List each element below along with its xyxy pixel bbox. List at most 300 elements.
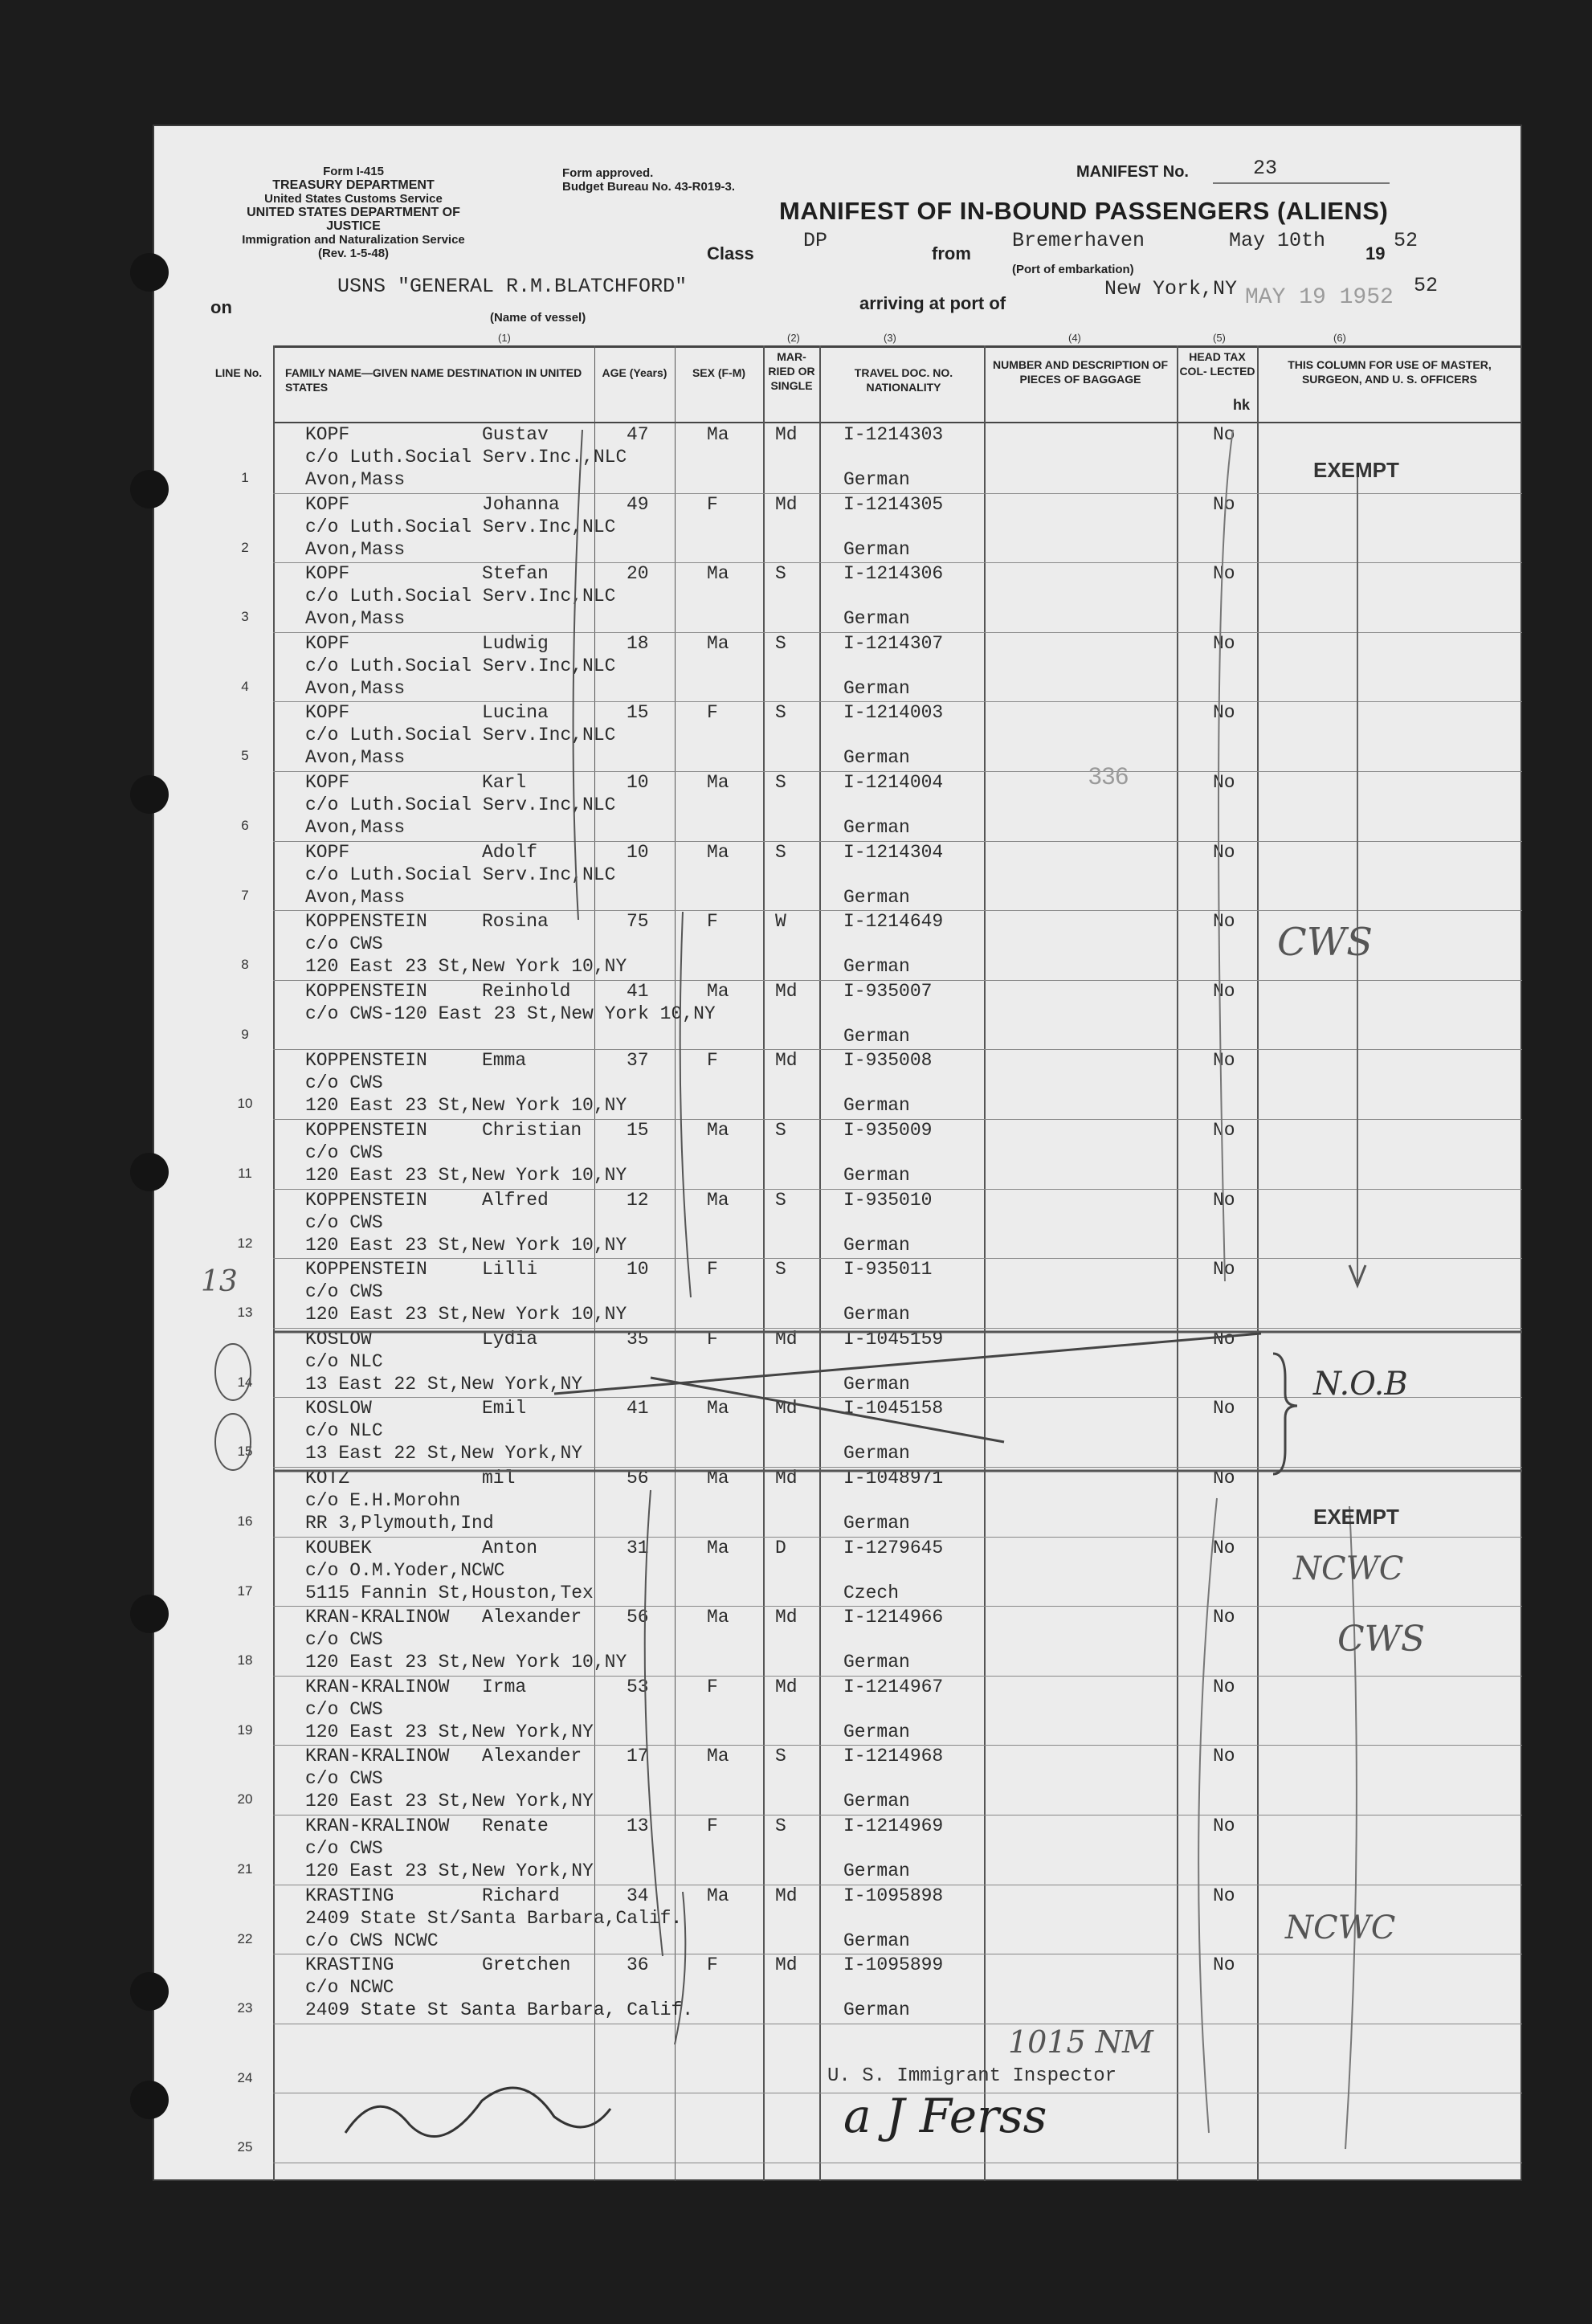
family-name: KOSLOW [305, 1328, 372, 1350]
given-name: Alexander [482, 1746, 582, 1767]
family-name: KOPF [305, 841, 350, 863]
line-number: 8 [241, 957, 249, 973]
destination-line-2: 120 East 23 St,New York 10,NY [305, 1652, 627, 1673]
col-num-2: (2) [787, 332, 800, 344]
given-name: Rosina [482, 911, 549, 933]
sex: F [707, 493, 718, 515]
destination-line-2: 2409 State St Santa Barbara, Calif. [305, 1999, 694, 2021]
given-name: Lydia [482, 1328, 538, 1350]
travel-doc-no: I-1045159 [843, 1328, 944, 1350]
given-name: Irma [482, 1676, 527, 1697]
line-number: 13 [237, 1305, 253, 1321]
nationality: German [843, 1304, 910, 1325]
age: 75 [627, 911, 649, 933]
sex: Ma [707, 1885, 729, 1906]
inspector-signature: a J Ferss [843, 2089, 1047, 2143]
destination-line-2: Avon,Mass [305, 817, 406, 838]
family-name: KOPF [305, 702, 350, 724]
col-header-baggage: NUMBER AND DESCRIPTION OF PIECES OF BAGGAGE [992, 358, 1169, 386]
marital-status: S [775, 1746, 786, 1767]
pencil-line [1345, 1506, 1357, 2149]
travel-doc-no: I-1214003 [843, 702, 944, 724]
head-tax: No [1213, 1537, 1235, 1558]
head-tax: No [1213, 1398, 1235, 1419]
nationality: German [843, 1165, 910, 1186]
arrival-port: New York,NY [1104, 277, 1238, 300]
nationality: German [843, 1095, 910, 1117]
form-number: Form I-415 [323, 165, 384, 178]
family-name: KOPPENSTEIN [305, 1189, 427, 1211]
year-value: 52 [1394, 229, 1419, 252]
line-number: 12 [237, 1235, 253, 1251]
travel-doc-no: I-1214966 [843, 1607, 944, 1628]
line-number: 25 [237, 2139, 253, 2155]
destination-line-2: 5115 Fannin St,Houston,Tex [305, 1582, 594, 1603]
nob-note: N.O.B [1313, 1366, 1408, 1403]
marital-status: Md [775, 1050, 798, 1072]
travel-doc-no: I-1279645 [843, 1537, 944, 1558]
pencil-bracket [675, 1892, 685, 2044]
col-header-sex: SEX (F-M) [692, 366, 746, 379]
date-value: May 10th [1229, 229, 1326, 252]
destination-line-1: c/o CWS [305, 1698, 383, 1720]
nationality: German [843, 1721, 910, 1742]
travel-doc-no: I-1095898 [843, 1885, 944, 1906]
age: 36 [627, 1954, 649, 1976]
family-name: KOPPENSTEIN [305, 911, 427, 933]
head-tax: No [1213, 1815, 1235, 1836]
pencil-bracket [574, 430, 582, 920]
nationality: German [843, 1234, 910, 1256]
col-header-name: FAMILY NAME—GIVEN NAME DESTINATION IN UNITED STATES [285, 366, 582, 394]
budget-bureau: Budget Bureau No. 43-R019-3. [562, 180, 736, 194]
marital-status: Md [775, 980, 798, 1002]
hk-note: hk [1233, 397, 1251, 413]
marital-status: Md [775, 424, 798, 445]
pencil-note: 1015 NM [1008, 2024, 1153, 2060]
head-tax: No [1213, 1259, 1235, 1280]
manifest-no: 23 [1253, 157, 1278, 180]
destination-line-2: c/o CWS NCWC [305, 1930, 439, 1951]
age: 41 [627, 980, 649, 1002]
port-embark-label: (Port of embarkation) [1012, 263, 1134, 276]
exempt-stamp: EXEMPT [1313, 458, 1399, 482]
marital-status: S [775, 1815, 786, 1836]
circle-mark [215, 1344, 251, 1400]
age: 12 [627, 1189, 649, 1211]
head-tax: No [1213, 1885, 1235, 1906]
nationality: German [843, 538, 910, 560]
given-name: Emil [482, 1398, 527, 1419]
marital-status: Md [775, 1676, 798, 1697]
head-tax: No [1213, 841, 1235, 863]
marital-status: Md [775, 1398, 798, 1419]
family-name: KRASTING [305, 1885, 394, 1906]
col-num-4: (4) [1068, 332, 1081, 344]
destination-line-2: 120 East 23 St,New York 10,NY [305, 956, 627, 978]
destination-line-2: 120 East 23 St,New York,NY [305, 1791, 594, 1812]
age: 35 [627, 1328, 649, 1350]
line-number: 6 [241, 818, 249, 833]
line-number: 15 [237, 1444, 253, 1460]
age: 41 [627, 1398, 649, 1419]
destination-line-1: c/o Luth.Social Serv.Inc,NLC [305, 655, 616, 676]
destination-line-2: 13 East 22 St,New York,NY [305, 1373, 583, 1395]
sex: Ma [707, 1189, 729, 1211]
age: 10 [627, 1259, 649, 1280]
marital-status: Md [775, 1607, 798, 1628]
line-number: 10 [237, 1096, 253, 1112]
family-name: KRAN-KRALINOW [305, 1815, 450, 1836]
marital-status: S [775, 632, 786, 654]
head-tax: No [1213, 1328, 1235, 1350]
marital-status: S [775, 1189, 786, 1211]
sex: F [707, 1815, 718, 1836]
line-number: 17 [237, 1583, 253, 1599]
sex: F [707, 702, 718, 724]
destination-line-1: c/o NLC [305, 1420, 383, 1442]
sex: F [707, 1676, 718, 1697]
head-tax: No [1213, 772, 1235, 793]
travel-doc-no: I-935011 [843, 1259, 933, 1280]
head-tax: No [1213, 563, 1235, 585]
cross-line [554, 1334, 1261, 1394]
pencil-bracket [680, 912, 691, 1297]
from-value: Bremerhaven [1012, 229, 1145, 252]
destination-line-2: 120 East 23 St,New York,NY [305, 1721, 594, 1742]
vessel-label: (Name of vessel) [490, 311, 586, 325]
marital-status: D [775, 1537, 786, 1558]
marital-status: Md [775, 1468, 798, 1489]
travel-doc-no: I-935009 [843, 1120, 933, 1141]
head-tax: No [1213, 980, 1235, 1002]
given-name: Emma [482, 1050, 527, 1072]
destination-line-2: Avon,Mass [305, 747, 406, 769]
travel-doc-no: I-1214306 [843, 563, 944, 585]
head-tax: No [1213, 911, 1235, 933]
destination-line-1: c/o NCWC [305, 1977, 394, 1999]
line-number: 22 [237, 1930, 253, 1946]
sex: Ma [707, 1746, 729, 1767]
nationality: German [843, 1443, 910, 1464]
destination-line-2: Avon,Mass [305, 677, 406, 699]
age: 15 [627, 1120, 649, 1141]
from-label: from [932, 243, 971, 263]
cws-note: CWS [1277, 920, 1373, 965]
col-header-tax: HEAD TAX COL- LECTED [1179, 350, 1255, 378]
head-tax: No [1213, 424, 1235, 445]
age: 34 [627, 1885, 649, 1906]
line-number: 19 [237, 1722, 253, 1738]
year-prefix: 19 [1365, 243, 1386, 263]
sex: Ma [707, 1468, 729, 1489]
family-name: KRASTING [305, 1954, 394, 1976]
destination-line-2: Avon,Mass [305, 469, 406, 490]
head-tax: No [1213, 1676, 1235, 1697]
destination-line-1: c/o Luth.Social Serv.Inc,NLC [305, 864, 616, 885]
family-name: KOPPENSTEIN [305, 1050, 427, 1072]
line-number: 5 [241, 748, 249, 764]
family-name: KRAN-KRALINOW [305, 1607, 450, 1628]
sex: Ma [707, 424, 729, 445]
circle-mark [215, 1414, 251, 1470]
ncwc-note: NCWC [1285, 1909, 1396, 1946]
travel-doc-no: I-935010 [843, 1189, 933, 1211]
destination-line-1: c/o O.M.Yoder,NCWC [305, 1559, 505, 1581]
nationality: German [843, 1513, 910, 1534]
destination-line-1: c/o Luth.Social Serv.Inc,NLC [305, 794, 616, 815]
arriving-label: arriving at port of [859, 293, 1006, 313]
family-name: KOPF [305, 772, 350, 793]
destination-line-1: c/o Luth.Social Serv.Inc,NLC [305, 516, 616, 537]
sex: Ma [707, 980, 729, 1002]
nationality: German [843, 608, 910, 630]
manifest-title: MANIFEST OF IN-BOUND PASSENGERS (ALIENS) [779, 197, 1389, 225]
form-approved: Form approved. [562, 166, 654, 180]
marital-status: S [775, 563, 786, 585]
line-number: 2 [241, 539, 249, 555]
age: 47 [627, 424, 649, 445]
family-name: KOPPENSTEIN [305, 980, 427, 1002]
head-tax: No [1213, 702, 1235, 724]
manifest-sheet [153, 125, 1522, 2181]
given-name: Gretchen [482, 1954, 571, 1976]
sex: Ma [707, 1607, 729, 1628]
marital-status: S [775, 1259, 786, 1280]
sex: Ma [707, 841, 729, 863]
destination-line-1: c/o NLC [305, 1350, 383, 1372]
destination-line-2: 120 East 23 St,New York 10,NY [305, 1304, 627, 1325]
line-number: 1 [241, 470, 249, 485]
destination-line-1: c/o CWS [305, 1211, 383, 1233]
sex: F [707, 1259, 718, 1280]
travel-doc-no: I-1048971 [843, 1468, 944, 1489]
line-number: 3 [241, 609, 249, 625]
age: 31 [627, 1537, 649, 1558]
travel-doc-no: I-1214307 [843, 632, 944, 654]
nationality: German [843, 677, 910, 699]
destination-line-2: RR 3,Plymouth,Ind [305, 1513, 494, 1534]
inspector-label: U. S. Immigrant Inspector [827, 2065, 1117, 2087]
exempt-stamp: EXEMPT [1313, 1505, 1399, 1529]
given-name: Anton [482, 1537, 538, 1558]
travel-doc-no: I-1045158 [843, 1398, 944, 1419]
nationality: German [843, 469, 910, 490]
col-num-3: (3) [884, 332, 896, 344]
travel-doc-no: I-1095899 [843, 1954, 944, 1976]
head-tax: No [1213, 1746, 1235, 1767]
travel-doc-no: I-1214968 [843, 1746, 944, 1767]
nationality: Czech [843, 1582, 900, 1603]
age: 49 [627, 493, 649, 515]
marital-status: S [775, 772, 786, 793]
service-name: United States Customs Service [264, 192, 443, 206]
sex: F [707, 911, 718, 933]
given-name: Lilli [482, 1259, 538, 1280]
destination-line-2: 120 East 23 St,New York 10,NY [305, 1095, 627, 1117]
sex: Ma [707, 772, 729, 793]
travel-doc-no: I-1214305 [843, 493, 944, 515]
destination-line-2: Avon,Mass [305, 886, 406, 908]
travel-doc-no: I-935008 [843, 1050, 933, 1072]
manifest-no-label: MANIFEST No. [1076, 163, 1189, 181]
col-num-6: (6) [1333, 332, 1346, 344]
family-name: KOUBEK [305, 1537, 372, 1558]
nationality: German [843, 747, 910, 769]
given-name: Renate [482, 1815, 549, 1836]
marital-status: S [775, 1120, 786, 1141]
head-tax: No [1213, 1954, 1235, 1976]
given-name: Karl [482, 772, 527, 793]
sex: Ma [707, 1398, 729, 1419]
travel-doc-no: I-935007 [843, 980, 933, 1002]
age: 17 [627, 1746, 649, 1767]
line-number: 20 [237, 1791, 253, 1807]
line-number: 21 [237, 1861, 253, 1877]
sex: Ma [707, 632, 729, 654]
destination-line-2: 13 East 22 St,New York,NY [305, 1443, 583, 1464]
destination-line-2: Avon,Mass [305, 608, 406, 630]
given-name: Reinhold [482, 980, 571, 1002]
destination-line-1: c/o CWS [305, 1768, 383, 1790]
age: 18 [627, 632, 649, 654]
destination-line-2: 120 East 23 St,New York 10,NY [305, 1234, 627, 1256]
head-tax: No [1213, 1468, 1235, 1489]
sex: F [707, 1050, 718, 1072]
head-tax: No [1213, 632, 1235, 654]
nationality: German [843, 1999, 910, 2021]
arrival-year: 52 [1414, 274, 1439, 297]
signature-stroke [345, 2088, 610, 2137]
line-number: 4 [241, 678, 249, 694]
line-number: 18 [237, 1652, 253, 1668]
family-name: KRAN-KRALINOW [305, 1676, 450, 1697]
destination-line-2: 120 East 23 St,New York 10,NY [305, 1165, 627, 1186]
family-name: KOPF [305, 424, 350, 445]
sex: F [707, 1954, 718, 1976]
page-stamp: 336 [1088, 763, 1129, 790]
line-number: 24 [237, 2069, 253, 2085]
head-tax: No [1213, 1050, 1235, 1072]
head-tax: No [1213, 1607, 1235, 1628]
destination-line-1: c/o CWS-120 East 23 St,New York 10,NY [305, 1003, 716, 1024]
sex: Ma [707, 1120, 729, 1141]
age: 56 [627, 1468, 649, 1489]
nationality: German [843, 886, 910, 908]
marital-status: Md [775, 1328, 798, 1350]
col-num-5: (5) [1213, 332, 1226, 344]
marital-status: W [775, 911, 786, 933]
family-name: KOPF [305, 493, 350, 515]
line-number: 23 [237, 2000, 253, 2016]
line-number: 7 [241, 887, 249, 903]
sex: Ma [707, 563, 729, 585]
nationality: German [843, 1025, 910, 1047]
sex: F [707, 1328, 718, 1350]
destination-line-1: c/o CWS [305, 933, 383, 955]
given-name: Richard [482, 1885, 560, 1906]
pencil-bracket [645, 1490, 663, 1956]
marital-status: Md [775, 493, 798, 515]
destination-line-1: 2409 State St/Santa Barbara,Calif. [305, 1907, 683, 1929]
age: 15 [627, 702, 649, 724]
nationality: German [843, 1652, 910, 1673]
line-number: 11 [238, 1166, 252, 1181]
bracket-mark [1273, 1354, 1297, 1474]
head-tax: No [1213, 1120, 1235, 1141]
destination-line-2: Avon,Mass [305, 538, 406, 560]
family-name: KOPPENSTEIN [305, 1259, 427, 1280]
travel-doc-no: I-1214004 [843, 772, 944, 793]
family-name: KOPF [305, 563, 350, 585]
travel-doc-no: I-1214969 [843, 1815, 944, 1836]
marital-status: S [775, 841, 786, 863]
pencil-line [1198, 1498, 1217, 2133]
col-header-age: AGE (Years) [602, 366, 667, 379]
age: 37 [627, 1050, 649, 1072]
col-header-married: MAR- RIED OR SINGLE [768, 350, 815, 392]
travel-doc-no: I-1214303 [843, 424, 944, 445]
vessel-name: USNS "GENERAL R.M.BLATCHFORD" [337, 275, 688, 298]
marital-status: Md [775, 1954, 798, 1976]
given-name: mil [482, 1468, 516, 1489]
given-name: Lucina [482, 702, 549, 724]
col-header-line: LINE No. [214, 366, 263, 379]
line-number: 14 [237, 1374, 253, 1390]
age: 56 [627, 1607, 649, 1628]
destination-line-1: c/o E.H.Morohn [305, 1490, 461, 1511]
ins-name: Immigration and Naturalization Service [242, 233, 465, 247]
col-header-travel: TRAVEL DOC. NO. NATIONALITY [854, 366, 953, 394]
col-header-officers: THIS COLUMN FOR USE OF MASTER, SURGEON, AND U. S. OFFICERS [1288, 358, 1492, 386]
destination-line-2: 120 East 23 St,New York,NY [305, 1860, 594, 1881]
cross-line [651, 1378, 1004, 1442]
line-number: 16 [237, 1513, 253, 1529]
family-name: KOSLOW [305, 1398, 372, 1419]
travel-doc-no: I-1214967 [843, 1676, 944, 1697]
family-name: KOTZ [305, 1468, 350, 1489]
head-tax: No [1213, 1189, 1235, 1211]
given-name: Adolf [482, 841, 538, 863]
pencil-line [1218, 430, 1233, 1281]
travel-doc-no: I-1214649 [843, 911, 944, 933]
class-label: Class [707, 243, 754, 263]
cross-out-marks [153, 125, 1522, 2181]
destination-line-1: c/o CWS [305, 1072, 383, 1094]
margin-note: 13 [201, 1265, 238, 1298]
nationality: German [843, 1791, 910, 1812]
nationality: German [843, 817, 910, 838]
nationality: German [843, 1860, 910, 1881]
line-number: 9 [241, 1026, 249, 1042]
nationality: German [843, 1930, 910, 1951]
nationality: German [843, 956, 910, 978]
cws-note: CWS [1337, 1619, 1426, 1660]
given-name: Stefan [482, 563, 549, 585]
age: 20 [627, 563, 649, 585]
destination-line-1: c/o Luth.Social Serv.Inc,NLC [305, 586, 616, 607]
destination-line-1: c/o CWS [305, 1629, 383, 1651]
ncwc-note: NCWC [1293, 1550, 1404, 1587]
family-name: KOPF [305, 632, 350, 654]
sex: Ma [707, 1537, 729, 1558]
nationality: German [843, 1373, 910, 1395]
given-name: Christian [482, 1120, 582, 1141]
destination-line-1: c/o CWS [305, 1838, 383, 1859]
given-name: Alfred [482, 1189, 549, 1211]
revision: (Rev. 1-5-48) [317, 247, 390, 260]
family-name: KRAN-KRALINOW [305, 1746, 450, 1767]
